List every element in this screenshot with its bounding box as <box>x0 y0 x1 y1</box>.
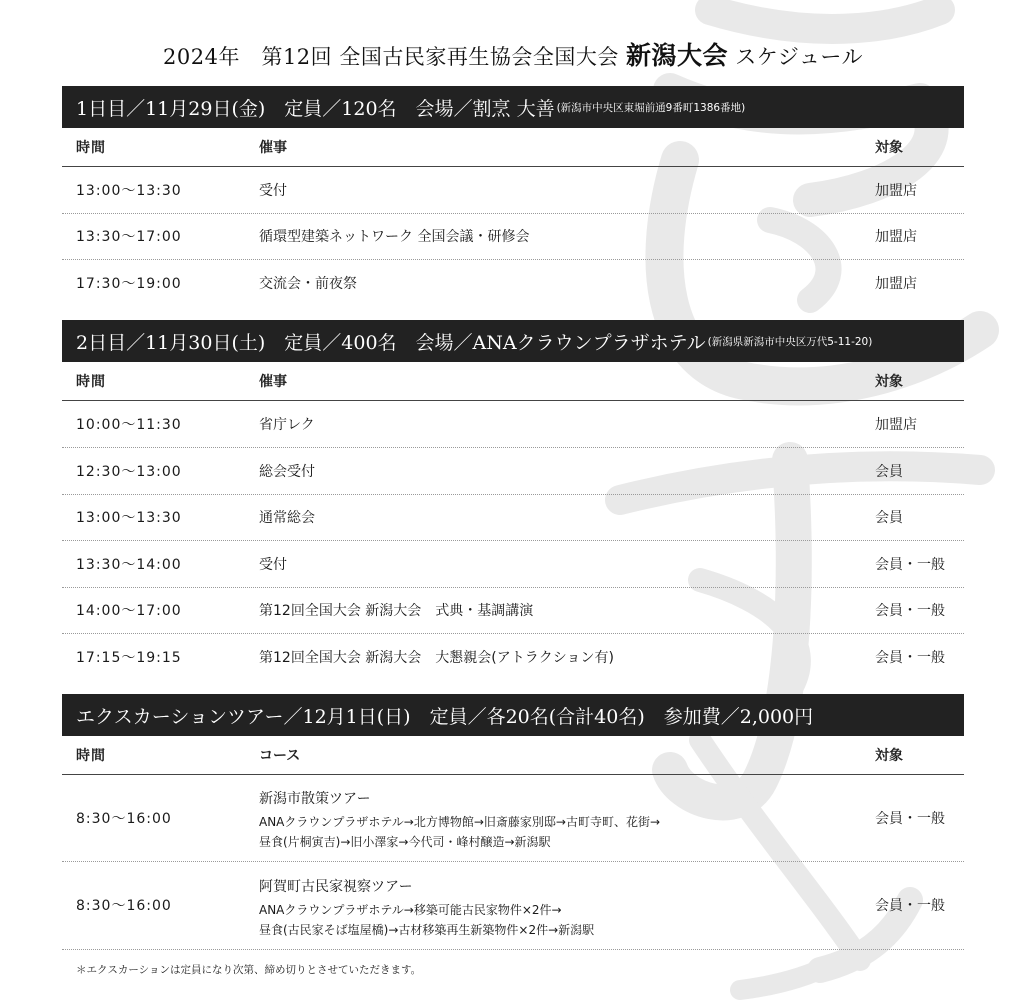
row-event: 総会受付 <box>259 463 315 480</box>
row-time: 12:30〜13:00 <box>76 463 182 480</box>
title-highlight: 新潟大会 <box>626 41 729 70</box>
row-time: 14:00〜17:00 <box>76 603 182 619</box>
row-target: 会員・一般 <box>875 603 945 619</box>
row-event: 第12回全国大会 新潟大会 式典・基調講演 <box>259 603 534 619</box>
title-prefix: 2024年 第12回 全国古民家再生協会全国大会 <box>163 45 619 69</box>
table-row <box>62 775 964 862</box>
row-target: 加盟店 <box>875 183 917 199</box>
tour-header-band <box>62 694 964 736</box>
table-row <box>62 494 964 541</box>
table-row <box>62 401 964 448</box>
table-row <box>62 540 964 588</box>
row-time: 10:00〜11:30 <box>76 417 182 433</box>
row-time: 8:30〜16:00 <box>76 898 172 914</box>
row-event: 交流会・前夜祭 <box>259 276 357 292</box>
col-time: 時間 <box>76 748 106 764</box>
col-course: コース <box>259 748 301 764</box>
table-row <box>62 167 964 214</box>
tour-name: 新潟市散策ツアー <box>259 791 371 807</box>
col-event: 催事 <box>259 140 287 156</box>
col-target: 対象 <box>875 748 903 764</box>
tour-course <box>259 788 660 852</box>
row-event: 通常総会 <box>259 510 315 526</box>
row-target: 会員・一般 <box>875 650 945 666</box>
col-event: 催事 <box>259 374 287 390</box>
title-suffix: スケジュール <box>735 45 863 69</box>
row-time: 17:15〜19:15 <box>76 650 182 666</box>
day2-table-header <box>62 362 964 401</box>
tour-name: 阿賀町古民家視察ツアー <box>259 879 413 895</box>
tour-route-line: ANAクラウンプラザホテル→北方博物館→旧斎藤家別邸→古町寺町、花街→ <box>259 815 661 829</box>
row-time: 13:30〜14:00 <box>76 556 182 573</box>
row-event: 受付 <box>259 556 287 573</box>
table-row <box>62 861 964 950</box>
day2-header: 2日目／11月30日(土) 定員／400名 会場／ANAクラウンプラザホテル <box>76 331 706 354</box>
row-target: 会員 <box>875 510 903 526</box>
tour-route-line: ANAクラウンプラザホテル→移築可能古民家物件×2件→ <box>259 903 562 917</box>
table-row <box>62 633 964 681</box>
tour-header: エクスカーションツアー／12月1日(日) 定員／各20名(合計40名) 参加費／2,000円 <box>76 705 814 728</box>
day1-header: 1日目／11月29日(金) 定員／120名 会場／割烹 大善 <box>76 97 555 120</box>
row-event: 受付 <box>259 183 287 199</box>
row-time: 13:00〜13:30 <box>76 183 182 199</box>
row-target: 加盟店 <box>875 276 917 292</box>
day1-address: (新潟市中央区東堀前通9番町1386番地) <box>556 101 746 114</box>
day1-header-band <box>62 86 964 128</box>
row-target: 会員・一般 <box>875 811 945 827</box>
col-target: 対象 <box>875 374 903 390</box>
footnote: ＊エクスカーションは定員になり次第、締め切りとさせていただきます。 <box>76 964 422 976</box>
tour-route-line: 昼食(古民家そば塩屋橋)→古材移築再生新築物件×2件→新潟駅 <box>259 923 595 937</box>
row-time: 13:00〜13:30 <box>76 510 182 526</box>
row-target: 会員・一般 <box>875 556 945 573</box>
row-target: 加盟店 <box>875 229 917 245</box>
page-title <box>62 36 964 72</box>
col-time: 時間 <box>76 374 106 390</box>
row-target: 加盟店 <box>875 417 917 433</box>
day2-address: (新潟県新潟市中央区万代5-11-20) <box>707 335 873 348</box>
day2-header-band <box>62 320 964 362</box>
col-target: 対象 <box>875 140 903 156</box>
table-row <box>62 587 964 634</box>
row-target: 会員 <box>875 463 903 480</box>
row-event: 循環型建築ネットワーク 全国会議・研修会 <box>259 229 530 245</box>
table-row <box>62 213 964 260</box>
row-event: 第12回全国大会 新潟大会 大懇親会(アトラクション有) <box>259 650 614 666</box>
day1-table-header <box>62 128 964 167</box>
table-row <box>62 447 964 495</box>
row-target: 会員・一般 <box>875 898 945 914</box>
row-time: 17:30〜19:00 <box>76 276 182 292</box>
tour-course <box>259 876 594 940</box>
tour-table-header <box>62 736 964 775</box>
row-event: 省庁レク <box>259 417 315 433</box>
table-row <box>62 259 964 307</box>
tour-route-line: 昼食(片桐寅吉)→旧小澤家→今代司・峰村醸造→新潟駅 <box>259 835 551 849</box>
row-time: 8:30〜16:00 <box>76 811 172 827</box>
row-time: 13:30〜17:00 <box>76 229 182 245</box>
col-time: 時間 <box>76 140 106 156</box>
